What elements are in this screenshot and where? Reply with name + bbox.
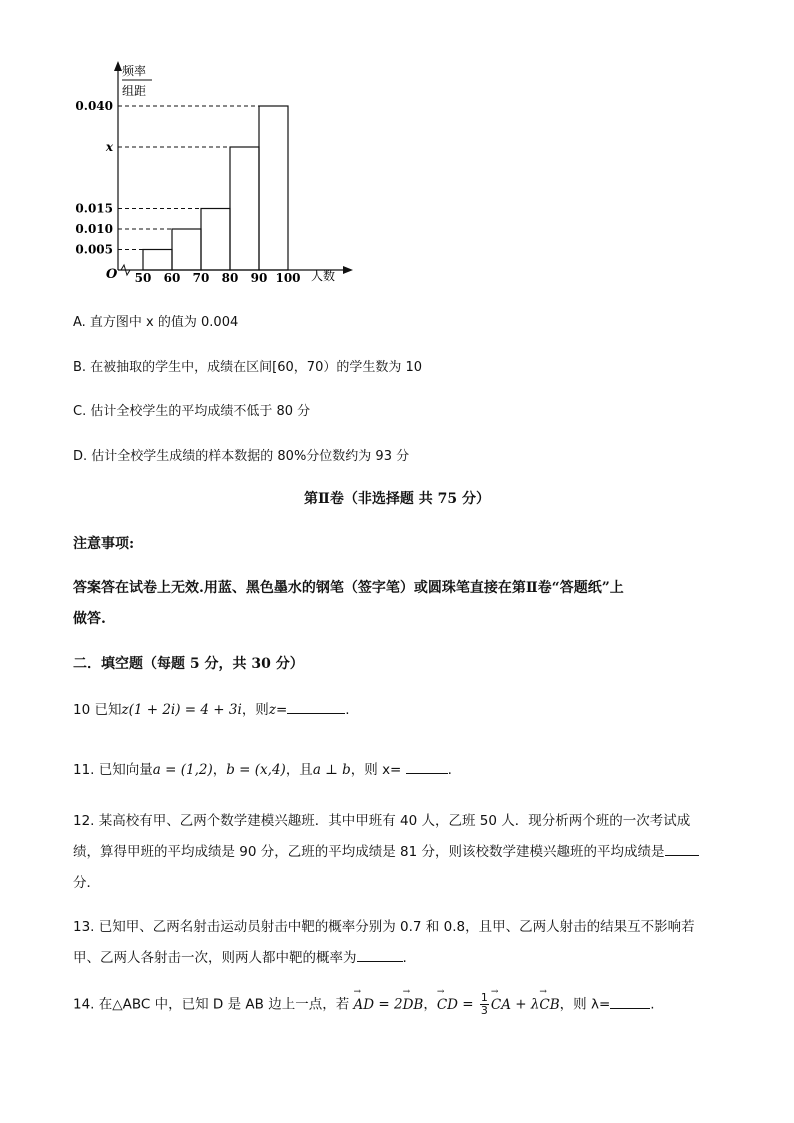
x-tick-label: 80 [221, 271, 239, 285]
x-tick-label: 90 [250, 271, 268, 285]
q10-equals: = [275, 702, 288, 718]
part-two-title: 第Ⅱ卷（非选择题 共 75 分） [304, 491, 490, 507]
q11-end: . [447, 762, 452, 778]
q14-eq1: = 2 [374, 996, 403, 1013]
histogram-bar [230, 147, 259, 270]
q11-text-e: ，且 [285, 762, 313, 778]
question-12-line-3: 分． [73, 875, 100, 891]
question-11 [73, 758, 452, 778]
q10-number: 10 [73, 702, 91, 718]
q12-line-2-text: 绩，算得甲班的平均成绩是 90 分，乙班的平均成绩是 81 分，则该校数学建模兴趣班的平均成绩是 [73, 844, 665, 860]
q14-answer-blank [610, 995, 650, 1009]
y-axis-arrow [114, 61, 122, 71]
q10-answer-blank [287, 700, 345, 714]
x-tick-label: 100 [275, 271, 301, 285]
q14-vector-db: → DB [403, 997, 424, 1013]
notice-heading: 注意事项: [73, 536, 135, 552]
question-12-line-2 [73, 840, 699, 860]
q14-vector-cd: → CD [437, 997, 458, 1013]
q10-z: z [268, 702, 276, 718]
q13-line-2-text: 甲、乙两人各射击一次，则两人都中靶的概率为 [73, 950, 357, 966]
q10-text-c: ，则 [241, 702, 269, 718]
question-14 [73, 992, 655, 1017]
q11-number: 11. [73, 762, 95, 778]
question-12-line-1: 12. 某高校有甲、乙两个数学建模兴趣班．其中甲班有 40 人，乙班 50 人．现分析两个班的一次考试成 [73, 813, 691, 829]
y-axis-label-top: 频率 [122, 64, 147, 78]
y-tick-label: x [105, 140, 113, 154]
histogram-bar [259, 106, 288, 270]
x-tick-label: 50 [134, 271, 152, 285]
q11-vector-b: b = (x,4) [226, 762, 286, 778]
option-b: B. 在被抽取的学生中，成绩在区间[60，70）的学生数为 10 [73, 360, 423, 375]
q14-end: . [650, 996, 655, 1013]
y-tick-label: 0.015 [75, 201, 113, 216]
option-c: C. 估计全校学生的平均成绩不低于 80 分 [73, 404, 311, 419]
q14-plus-lambda: + λ [510, 996, 540, 1013]
x-axis-arrow [343, 266, 353, 274]
q14-fraction [480, 992, 489, 1017]
q10-equation: z(1 + 2i) = 4 + 3i [121, 702, 242, 718]
y-tick-label: 0.040 [75, 99, 113, 113]
q11-text-g: ，则 x= [350, 762, 402, 778]
x-tick-label: 60 [163, 271, 181, 285]
q10-text-a: 已知 [94, 702, 122, 718]
frequency-histogram [60, 55, 360, 295]
q14-vector-ca: → CA [491, 997, 511, 1013]
notice-line-1: 答案答在试卷上无效.用蓝、黑色墨水的钢笔（签字笔）或圆珠笔直接在第Ⅱ卷“答题纸”上 [73, 580, 624, 596]
option-a: A. 直方图中 x 的值为 0.004 [73, 315, 239, 330]
q12-answer-blank [665, 842, 699, 856]
q14-fraction-denominator: 3 [480, 1004, 488, 1017]
x-axis-label: 人数 [311, 269, 336, 283]
x-tick-label: 70 [192, 271, 210, 285]
question-13-line-1: 13. 已知甲、乙两名射击运动员射击中靶的概率分别为 0.7 和 0.8，且甲、乙两人射击的结果互不影响若 [73, 919, 695, 935]
q11-text-a: 已知向量 [98, 762, 153, 778]
q11-perpendicular: a ⊥ b [312, 762, 351, 778]
histogram-bar [201, 209, 230, 271]
q14-comma: ， [423, 996, 437, 1013]
q11-answer-blank [406, 760, 448, 774]
histogram-bar [172, 229, 201, 270]
y-axis-label-bottom: 组距 [122, 84, 147, 98]
q14-text-a: 在△ABC 中，已知 D 是 AB 边上一点，若 [98, 996, 350, 1013]
q11-vector-a: a = (1,2) [152, 762, 213, 778]
q14-vector-ad: → AD [354, 997, 375, 1013]
section-heading: 二．填空题（每题 5 分，共 30 分） [73, 656, 304, 672]
origin-label: O [106, 267, 118, 282]
question-13-line-2 [73, 946, 407, 966]
q14-vector-cb: → CB [539, 997, 559, 1013]
q10-end: . [345, 702, 350, 718]
q14-eq2: = [457, 996, 478, 1013]
y-tick-label: 0.005 [75, 242, 113, 257]
q14-tail: ，则 λ= [559, 996, 611, 1013]
option-d: D. 估计全校学生成绩的样本数据的 80%分位数约为 93 分 [73, 449, 410, 464]
q14-fraction-numerator: 1 [480, 991, 488, 1004]
question-10 [73, 698, 350, 718]
q13-end: . [402, 950, 407, 966]
notice-line-2: 做答. [73, 611, 106, 627]
q14-number: 14. [73, 996, 95, 1013]
q11-text-c: ， [212, 762, 227, 778]
histogram-bar [143, 250, 172, 271]
q13-answer-blank [357, 948, 403, 962]
y-tick-label: 0.010 [75, 222, 113, 236]
